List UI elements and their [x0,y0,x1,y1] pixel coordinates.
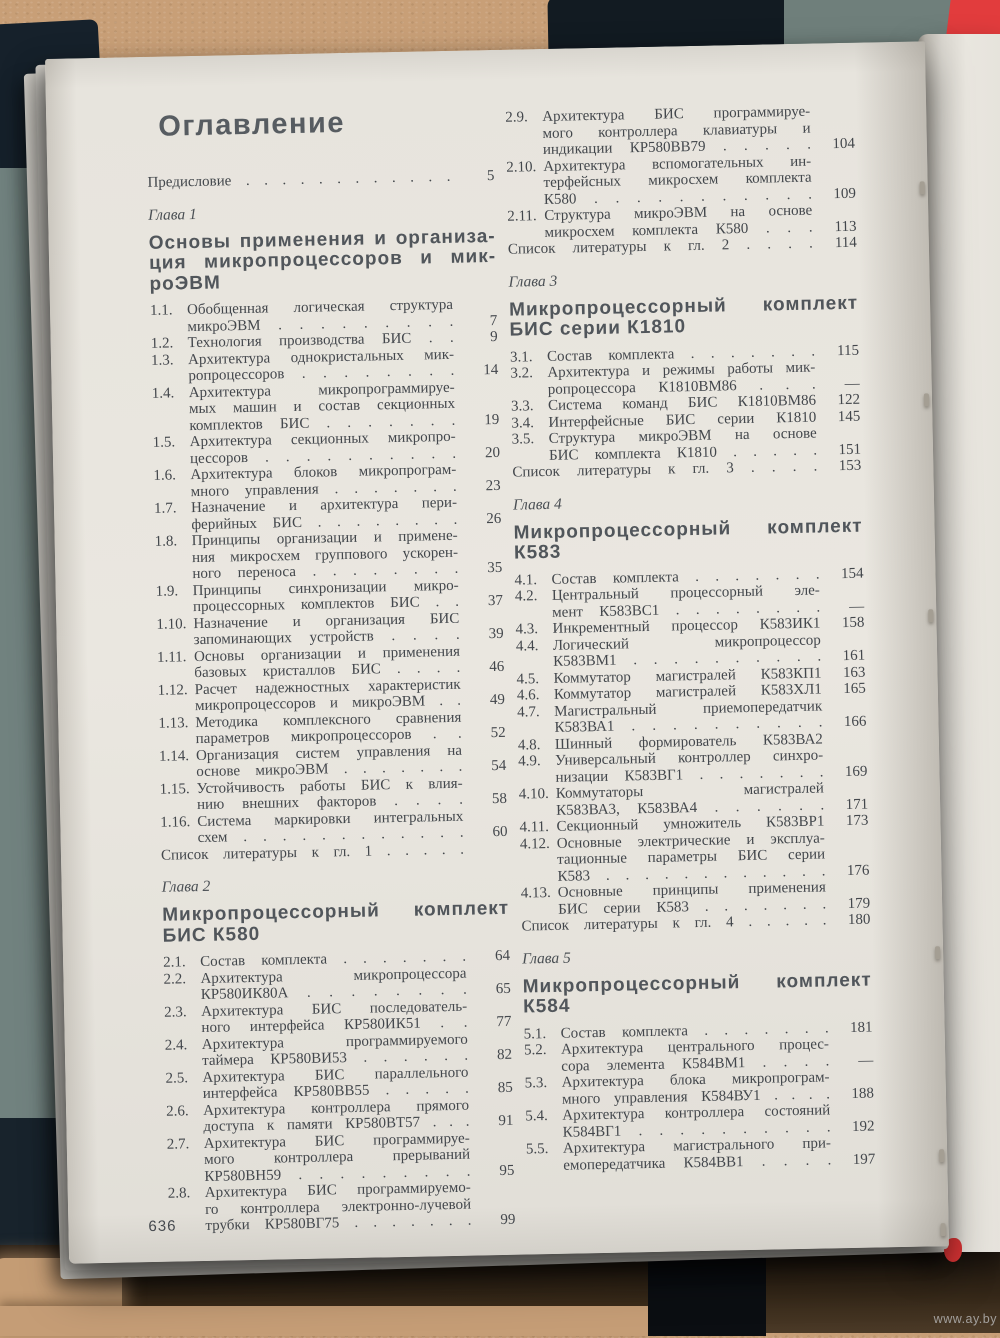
toc-entry-text: 2.9. Архитектура БИС программируе- мого контроллера клавиатуры и индикации КР580ВВ79 . . . . . [505,103,812,158]
toc-entry-page-number: 58 [491,790,508,808]
toc-entry-number: 4.6. [516,687,540,704]
toc-entry-page-number: 64 [494,947,511,965]
toc-entry-text: 1.3. Архитектура однокристальных мик- ропроцессоров . . . . . . . . [150,346,455,385]
toc-entry-number: 3.3. [510,398,534,415]
binding-stitch [924,393,929,406]
toc-entry-number: 4.4. [515,637,539,655]
toc-entry-text: 4.7. Магистральный приемопередатчик К583ВА1 . . . . . . . . . . [517,697,823,736]
toc-entry-page-number: — [848,598,865,615]
toc-entry-page-number: 161 [842,647,866,665]
page-title: Оглавление [158,106,346,143]
toc-entry-page-number: 145 [837,408,861,425]
toc-entry-number: 2.4. [164,1036,188,1054]
chapter-heading-line: Микропроцессорный комплект [522,969,872,998]
toc-entry [155,527,503,583]
toc-entry-page-number: 114 [834,234,858,252]
toc-entry-page-number: 46 [489,658,505,676]
toc-entry-number: 1.10. [156,615,187,633]
toc-entry-text: 5.2. Архитектура центрального процес- сора элемента К584ВМ1 . . . . [523,1036,830,1075]
toc-entry-text: 4.13. Основные принципы применения БИС серии К583 . . . . . . . [520,879,827,918]
toc-entry-number: 5.5. [525,1141,549,1158]
toc-entry [167,1129,515,1185]
toc-entry-number: 1.14. [158,747,190,765]
toc-entry-text: 5.3. Архитектура блока микропрограм- много управления К584ВУ1 . . . . [524,1069,831,1108]
toc-entry-number: 2.6. [165,1102,189,1120]
chapter-label: Глава 3 [508,272,558,291]
toc-entry-text: 3.5. Структура микроЭВМ на основе БИС комплекта К1810 . . . . . [511,425,818,464]
toc-entry-number: 1.15. [159,780,190,798]
toc-entry-page-number: 181 [849,1019,873,1036]
toc-entry-number: 2.2. [163,970,187,988]
toc-entry-number: 5.3. [524,1075,548,1092]
toc-entry-number: 4.8. [517,736,541,754]
toc-entry [152,378,500,434]
toc-entry-number: 3.5. [511,431,535,448]
toc-entry-number: 1.9. [155,582,179,600]
toc-entry-number: 1.1. [149,302,173,319]
toc-entry-number: 5.4. [525,1108,548,1125]
toc-entry-text: 2.1. Состав комплекта . . . . . . . [162,948,467,971]
toc-entry-number: 4.1. [514,571,538,589]
binding-stitch [920,181,925,194]
toc-entry-number: 5.2. [523,1042,547,1059]
toc-entry-text: 2.8. Архитектура БИС программируемо- го контроллера электронно-лучевой трубки КР580ВГ75 . . . . . . . [167,1179,472,1234]
toc-entry-page-number: 104 [832,135,856,153]
watermark: www.ay.by [933,1312,997,1326]
toc-entry-number: 4.5. [516,670,540,688]
toc-entry-page-number: 85 [497,1079,513,1097]
toc-entry-text: 2.6. Архитектура контроллера прямого доступа к памяти КР580ВТ57 . . . [165,1097,470,1135]
toc-entry-page-number: 176 [846,862,870,879]
toc-entry-page-number: 7 [489,312,498,329]
toc-entry-number: 1.13. [158,714,189,732]
chapter-heading-line: Микропроцессорный комплект [161,897,510,926]
toc-entry-page-number: 35 [487,559,503,577]
chapter-block [161,872,509,947]
toc-entry [147,168,494,191]
toc-entry-text: 2.4. Архитектура программируемого таймера КР580ВИ53 . . . . . . [164,1031,469,1069]
toc-entry-text: 1.8. Принципы организации и примене- ния микросхем группового ускорен- ного переноса . . . . . . . . [154,527,459,583]
binding-stitch [935,946,940,959]
toc-entry-text: 4.8. Шинный формирователь К583ВА2 [517,730,823,754]
toc-entry-text: 4.5. Коммутатор магистралей К583КП1 [516,664,822,688]
toc-entry-number: 1.11. [156,648,187,666]
toc-entry-text: 1.6. Архитектура блоков микропрограм- много управления . . . . . . . [153,461,457,500]
toc-entry-number: 1.6. [153,467,177,484]
toc-entry-page-number: 179 [847,895,871,912]
toc-entry-page-number: 39 [488,625,504,643]
toc-entry-number: 1.7. [153,500,177,517]
toc-entry-text: Предисловие . . . . . . . . . . . . [147,168,451,191]
toc-entry [520,829,870,885]
chapter-heading [149,226,497,294]
toc-entry [505,103,855,159]
toc-entry-number: 1.12. [157,681,188,699]
toc-entry [506,152,856,208]
toc-entry-number: 3.2. [510,365,534,382]
toc-entry-number: 1.3. [150,351,174,369]
toc-entry-number: 2.5. [165,1069,189,1087]
chapter-block [522,943,872,1018]
toc-entry-page-number: 60 [492,823,508,841]
toc-entry-page-number: 52 [490,724,506,742]
toc-entry-number: 4.9. [518,753,541,770]
toc-entry-page-number: 180 [847,911,871,929]
chapter-label: Глава 2 [161,877,211,896]
toc-entry-text: 1.2. Технология производства БИС . . [150,329,454,352]
toc-entry-text: 4.1. Состав комплекта . . . . . . . [514,566,820,589]
toc-entry-page-number: 171 [845,796,869,813]
chapter-heading-line: Основы применения и организа- [148,225,496,254]
toc-entry-page-number: 5 [486,167,495,185]
toc-entry-text: 5.4. Архитектура контроллера состояний К584ВГ1 . . . . . . . . . . [525,1102,831,1141]
toc-entry-text: 4.3. Инкрементный процессор К583ИК1 [515,615,821,638]
toc-entry-page-number: 23 [485,477,501,494]
chapter-block [513,489,863,564]
toc-entry-number: 2.8. [167,1185,191,1202]
toc-entry-number: 4.11. [519,818,550,836]
toc-entry-page-number: 166 [843,713,867,731]
toc-entry-page-number: 9 [490,328,498,346]
chapter-block [508,266,858,341]
chapter-heading [162,899,510,947]
toc-entry-text: 4.10. Коммутаторы магистралей К583ВА3, К583ВА4 . . . . . . [518,780,825,819]
chapter-block [148,199,497,294]
toc-entry-text: 3.2. Архитектура и режимы работы мик- ропроцессора К1810ВМ86 . . . [510,359,816,398]
toc-entry-number: 2.1. [162,954,186,971]
binding-stitch [928,609,933,622]
folio-page-number: 636 [148,1217,177,1236]
toc-entry-number: 4.7. [517,703,540,721]
toc-entry-page-number: 163 [842,664,866,681]
chapter-label: Глава 4 [512,495,562,514]
toc-entry-text: 1.15. Устойчивость работы БИС к влия- нию внешних факторов . . . . [159,775,464,814]
binding-stitch [939,1149,944,1162]
toc-entry-number: 2.7. [166,1135,190,1153]
toc-entry-text: 2.3. Архитектура БИС последователь- ного интерфейса КР580ИК51 . . [163,998,468,1037]
toc-entry-text: 1.13. Методика комплексного сравнения параметров микропроцессоров . . [158,709,462,748]
toc-entry-text: Список литературы к гл. 3 . . . . [512,458,818,481]
toc-entry [168,1179,516,1235]
toc-entry-text: 1.10. Назначение и организация БИС запоминающих устройств . . . . [156,610,460,649]
toc-entry-page-number: 49 [489,691,506,709]
book-page [45,41,949,1263]
toc-entry-text: 4.11. Секционный умножитель К583ВР1 [519,813,825,836]
toc-entry-page-number: 113 [834,218,857,235]
toc-entry-page-number: 95 [499,1162,515,1179]
toc-entry-text: 4.9. Универсальный контроллер синхро- низации К583ВГ1 . . . . . . . [518,747,824,786]
toc-entry-text: 1.9. Принципы синхронизации микро- процессорных комплектов БИС . . [155,577,460,616]
toc-entry-page-number: 154 [840,565,864,582]
toc-entry-text: Список литературы к гл. 1 . . . . . [160,841,465,864]
toc-entry-text: 5.5. Архитектура магистрального при- емопередатчика К584ВВ1 . . . . [525,1135,832,1174]
toc-entry-text: 1.5. Архитектура секционных микропро- цессоров . . . . . . . . . . [152,428,457,467]
toc-entry-text: 4.2. Центральный процессорный эле- мент К583ВС1 . . . . . . . . [514,582,821,621]
chapter-heading-line: К583 [513,541,562,564]
chapter-heading-line: БИС серии К1810 [509,316,687,341]
toc-entry-number: 2.3. [163,1003,187,1021]
toc-entry-page-number: 37 [487,592,504,610]
toc-entry-page-number: 91 [498,1112,514,1130]
binding-stitch [941,1223,946,1236]
chapter-heading-line: Микропроцессорный комплект [513,515,863,544]
toc-entry-text: 4.4. Логический микропроцессор К583ВМ1 . . . . . . . . . . [515,632,822,670]
toc-entry-number: 1.5. [152,434,176,451]
toc-entry-page-number: 19 [484,411,500,428]
toc-entry-text: 1.1. Обобщенная логическая структура микроЭВМ . . . . . . . . . [149,296,454,335]
toc-entry-number: 1.2. [150,335,174,352]
toc-entry-page-number: 169 [844,763,868,780]
toc-entry-page-number: 165 [843,680,866,698]
toc-entry-page-number: 54 [491,757,507,775]
chapter-heading [509,293,859,341]
toc-column-right [505,103,875,1175]
chapter-heading-line: Микропроцессорный комплект [508,292,859,321]
toc-entry-number: 5.1. [523,1025,547,1043]
toc-entry-page-number: 77 [496,1013,512,1031]
chapter-heading-line: БИС К580 [162,923,261,947]
carpet-tan-strip-bottom [0,1306,650,1336]
toc-entry-number: 1.8. [154,533,178,550]
toc-entry-text: Список литературы к гл. 2 . . . . [507,235,814,258]
toc-entry-number: 3.1. [509,348,533,366]
toc-entry-page-number: 109 [833,185,857,202]
toc-entry-page-number [468,857,508,858]
toc-entry-number: 2.10. [506,158,537,176]
toc-entry-text: 1.16. Система маркировки интегральных схем . . . . . . . . . . . . [160,808,464,847]
toc-entry-number: 4.13. [520,884,551,902]
toc-entry-text: 1.14. Организация систем управления на основе микроЭВМ . . . . . . . [158,742,463,781]
chapter-heading-line: ция микропроцессоров и мик- [148,245,497,274]
toc-entry-text: 4.6. Коммутатор магистралей К583ХЛ1 [516,681,822,704]
toc-entry-text: 2.5. Архитектура БИС параллельного интерфейса КР580ВВ55 . . . . . [165,1064,469,1102]
toc-entry-number: 4.3. [515,621,539,638]
toc-entry-page-number: 197 [852,1151,876,1168]
chapter-heading-line: роЭВМ [149,271,222,295]
toc-entry-page-number: 115 [836,342,860,359]
toc-entry-number: 4.12. [519,835,551,853]
toc-entry-text: 2.11. Структура микроЭВМ на основе микросхем комплекта К580 . . . [507,202,813,241]
toc-entry-page-number: 26 [486,510,502,527]
toc-entry-text: 2.2. Архитектура микропроцессора КР580ИК80А . . . . . . . . [163,965,467,1004]
toc-entry-number: 4.2. [514,588,538,605]
chapter-heading [523,970,873,1018]
toc-entry-number: 4.10. [518,785,550,803]
toc-entry-text: 3.3. Система команд БИС К1810ВМ86 [510,392,817,415]
toc-entry-page-number: 82 [496,1046,513,1064]
chapter-heading-line: К584 [522,995,571,1018]
toc-entry-page-number: 151 [838,441,862,458]
toc-entry-number: 1.4. [151,384,175,402]
toc-entry-text: 4.12. Основные электрические и эксплуа- тационные параметры БИС серии К583 . . . . . . . . . . . . [519,829,826,885]
toc-entry-page-number: 65 [495,980,511,998]
toc-entry [526,1135,876,1175]
toc-entry-page-number: — [858,1052,874,1069]
toc-entry-page-number: — [844,375,860,392]
toc-entry-number: 1.16. [160,813,191,831]
toc-entry-text: 2.10. Архитектура вспомогательных ин- терфейсных микросхем комплекта К580 . . . . . . . . . . . [506,153,813,208]
chapter-heading [513,516,863,564]
toc-entry-text: 5.1. Состав комплекта . . . . . . . [523,1019,829,1043]
carpet-black-patch-bottom [648,1248,766,1336]
toc-entry-text: Список литературы к гл. 4 . . . . . [521,912,827,935]
toc-entry-page-number: 192 [851,1118,875,1135]
toc-entry-number: 3.4. [511,414,535,432]
toc-entry-text: 2.7. Архитектура БИС программируе- мого контроллера прерываний КР580ВН59 . . . . . . . . . [166,1130,471,1185]
toc-entry-text: 1.11. Основы организации и применения базовых кристаллов БИС . . . . [156,643,461,682]
chapter-label: Глава 5 [521,949,571,968]
toc-entry-page-number: 188 [851,1085,875,1102]
toc-entry-page-number: 99 [500,1211,516,1229]
toc-entry-page-number: 158 [841,614,865,632]
toc-entry-page-number: 14 [483,361,499,379]
toc-entry-page-number: 20 [484,444,501,461]
toc-entry-number: 2.11. [507,208,537,225]
chapter-label: Глава 1 [147,205,197,224]
toc-entry-page-number: 122 [837,391,861,409]
toc-entry-text: 1.12. Расчет надежностных характеристик микропроцессоров и микроЭВМ . . [157,676,462,715]
toc-column-left [147,168,515,1235]
toc-entry-text: 1.4. Архитектура микропрограммируе- мых машин и состав секционных комплектов БИС . . . . . . . [151,379,456,434]
toc-entry-number: 2.9. [505,109,528,126]
toc-entry-page-number: 153 [838,457,862,475]
toc-entry-page-number: 173 [845,812,869,830]
toc-entry-text: 3.4. Интерфейсные БИС серии К1810 [511,409,817,432]
toc-entry-text: 3.1. Состав комплекта . . . . . . . [509,343,816,366]
toc-entry-text: 1.7. Назначение и архитектура пери- ферийных БИС . . . . . . . . [153,494,458,533]
